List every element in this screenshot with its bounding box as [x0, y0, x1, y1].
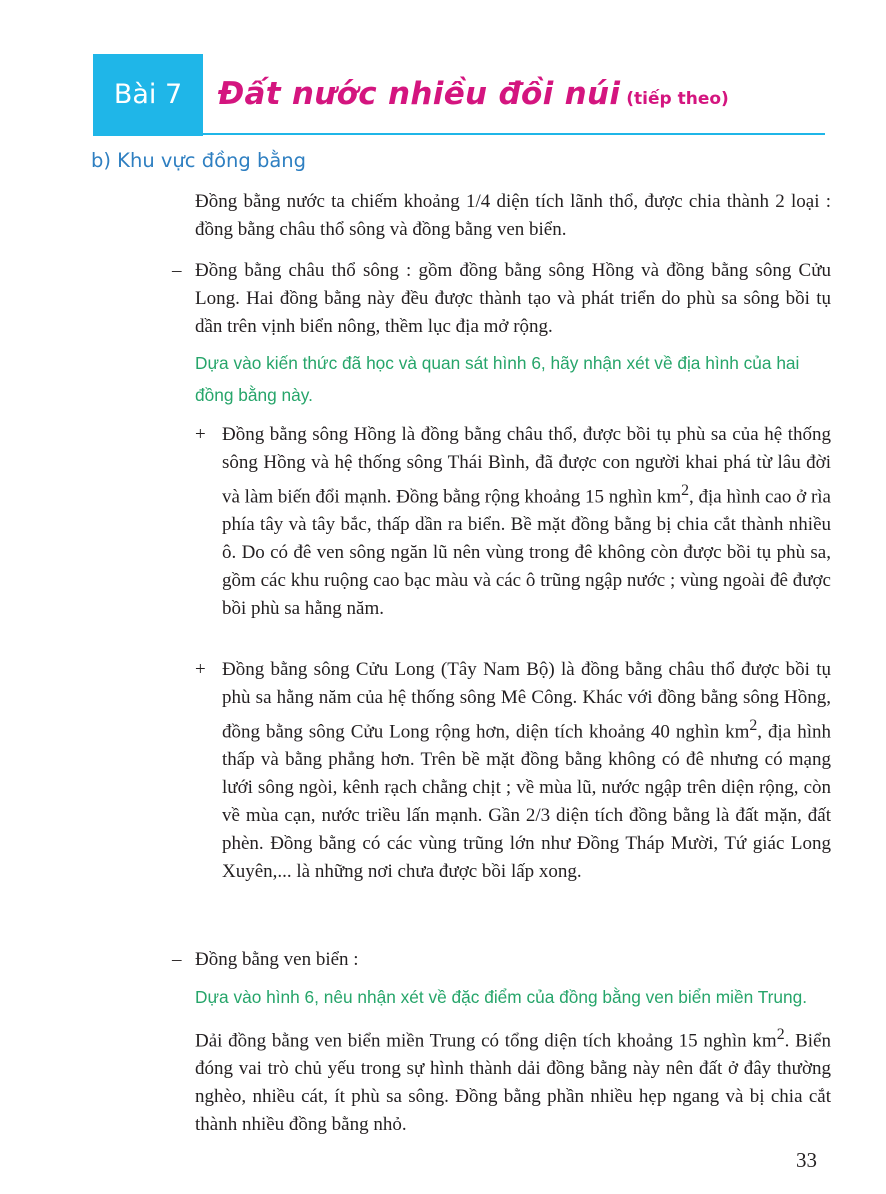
lesson-number-badge: Bài 7	[93, 54, 203, 136]
lesson-title-text: Đất nước nhiều đồi núi	[218, 76, 621, 112]
coastal-superscript: 2	[776, 1026, 785, 1043]
coastal-text-2: . Biển đóng vai trò chủ yếu trong sự hình thành dải đồng bằng này nên đất ở đây thường nghèo, nhiều cát, ít phù sa sông. Đồng bằng phần nhiều hẹp ngang và bị chia cắt thành nhiều đồng bằng nhỏ.	[195, 1030, 831, 1136]
coastal-paragraph	[195, 1021, 831, 1139]
red-river-paragraph	[222, 421, 831, 623]
coastal-heading: Đồng bằng ven biển :	[195, 949, 359, 970]
delta-bullet: –	[172, 260, 182, 281]
delta-paragraph: Đồng bằng châu thổ sông : gồm đồng bằng sông Hồng và đồng bằng sông Cửu Long. Hai đồng bằng này đều được thành tạo và phát triển do phù sa sông bồi tụ dần trên vịnh biển nông, thềm lục địa mở rộng.	[195, 260, 831, 337]
header-divider	[203, 133, 825, 135]
red-river-bullet: +	[195, 424, 206, 445]
mekong-bullet: +	[195, 659, 206, 680]
mekong-text-1: Đồng bằng sông Cửu Long (Tây Nam Bộ) là đồng bằng châu thổ được bồi tụ phù sa hằng năm của hệ thống sông Mê Công. Khác với đồng bằng sông Hồng, đồng bằng sông Cửu Long rộng hơn, diện tích khoảng 40 nghìn km	[222, 659, 831, 743]
intro-paragraph: Đồng bằng nước ta chiếm khoảng 1/4 diện tích lãnh thổ, được chia thành 2 loại : đồng bằng châu thổ sông và đồng bằng ven biển.	[195, 191, 831, 240]
coastal-question: Dựa vào hình 6, nêu nhận xét về đặc điểm của đồng bằng ven biển miền Trung.	[195, 987, 808, 1007]
mekong-paragraph	[222, 656, 831, 886]
lesson-subtitle: (tiếp theo)	[626, 89, 729, 109]
section-heading: b) Khu vực đồng bằng	[91, 149, 307, 172]
mekong-superscript: 2	[749, 717, 758, 734]
coastal-text-1: Dải đồng bằng ven biển miền Trung có tổng diện tích khoảng 15 nghìn km	[195, 1030, 777, 1052]
red-river-text-2: , địa hình cao ở rìa phía tây và tây bắc, thấp dần ra biển. Bề mặt đồng bằng bị chia cắt thành nhiều ô. Do có đê ven sông ngăn lũ nên vùng trong đê không còn được bồi tụ phù sa, gồm các khu ruộng cao bạc màu và các ô trũng ngập nước ; vùng ngoài đê được bồi phù sa hằng năm.	[222, 486, 831, 620]
page-number: 33	[796, 1148, 817, 1172]
red-river-text-1: Đồng bằng sông Hồng là đồng bằng châu thổ, được bồi tụ phù sa của hệ thống sông Hồng và hệ thống sông Thái Bình, đã được con người khai phá từ lâu đời và làm biến đổi mạnh. Đồng bằng rộng khoảng 15 nghìn km	[222, 424, 831, 508]
red-river-superscript: 2	[681, 482, 690, 499]
delta-question: Dựa vào kiến thức đã học và quan sát hình 6, hãy nhận xét về địa hình của hai đồng bằng này.	[195, 353, 800, 405]
lesson-title	[218, 76, 729, 112]
mekong-text-2: , địa hình thấp và bằng phẳng hơn. Trên bề mặt đồng bằng không có đê nhưng có mạng lưới sông ngòi, kênh rạch chằng chịt ; về mùa lũ, nước ngập trên diện rộng, còn về mùa cạn, nước triều lấn mạnh. Gần 2/3 diện tích đồng bằng là đất mặn, đất phèn. Đồng bằng có các vùng trũng lớn như Đồng Tháp Mười, Tứ giác Long Xuyên,... là những nơi chưa được bồi lấp xong.	[222, 721, 831, 883]
coastal-bullet: –	[172, 949, 182, 970]
